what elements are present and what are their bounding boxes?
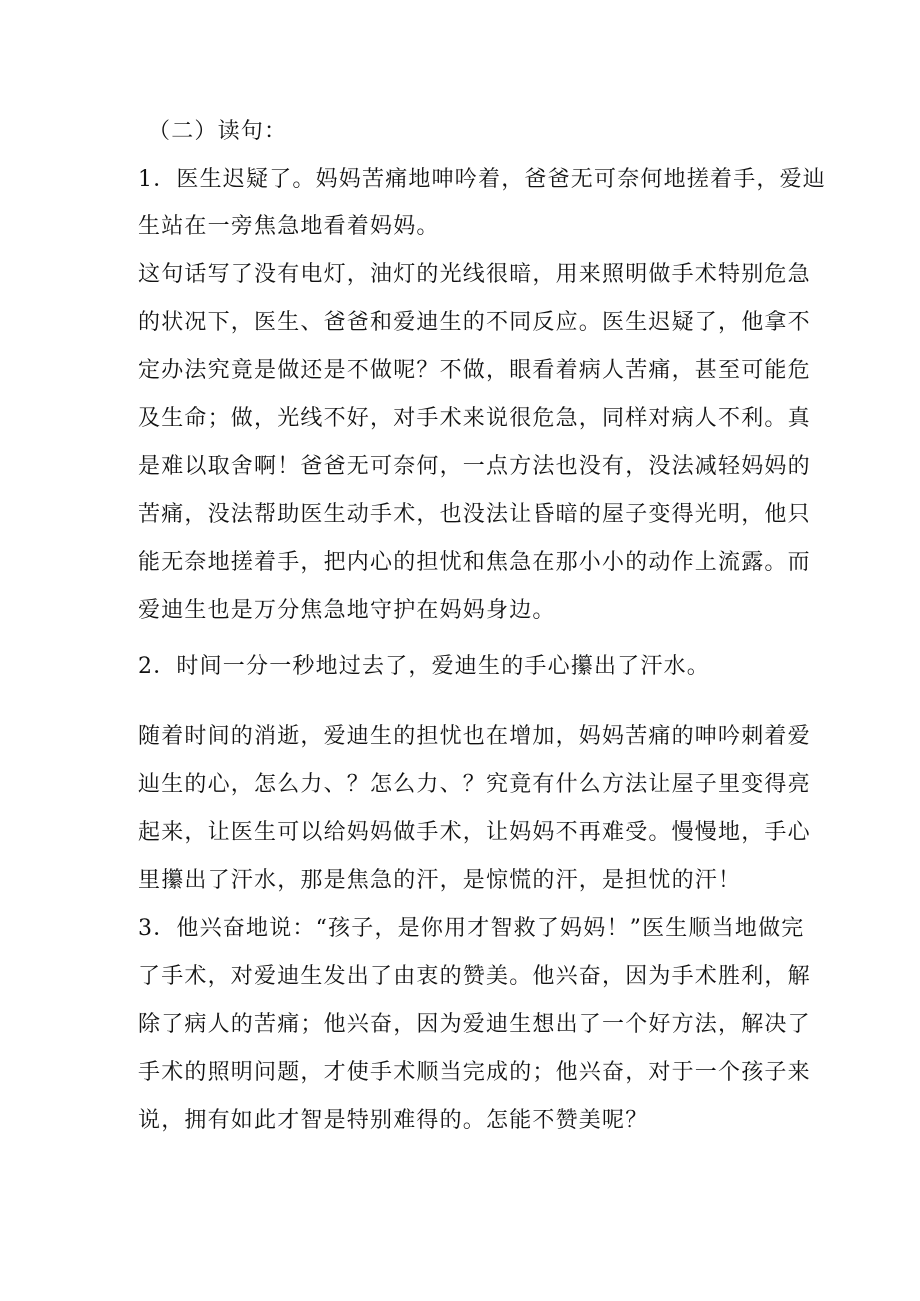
item-1-body-line-3: 定办法究竟是做还是不做呢？不做，眼看着病人苦痛，甚至可能危: [138, 358, 811, 383]
item-3-body-line-1: 了手术，对爱迪生发出了由衷的赞美。他兴奋，因为手术胜利，解: [138, 964, 811, 989]
item-1-body-line-5: 是难以取舍啊！爸爸无可奈何，一点方法也没有，没法减轻妈妈的: [138, 454, 811, 479]
item-1-body-line-8: 爱迪生也是万分焦急地守护在妈妈身边。: [138, 598, 556, 623]
item-3-body-line-3: 手术的照明问题，才使手术顺当完成的；他兴奋，对于一个孩子来: [138, 1060, 811, 1085]
item-1-body-line-4: 及生命；做，光线不好，对手术来说很危急，同样对病人不利。真: [138, 406, 811, 431]
section-heading: （二）读句：: [148, 119, 288, 144]
item-2-body-line-3: 起来，让医生可以给妈妈做手术，让妈妈不再难受。慢慢地，手心: [138, 820, 811, 845]
item-2-body-line-4: 里攥出了汗水，那是焦急的汗，是惊慌的汗，是担忧的汗！: [138, 868, 742, 893]
item-1-body-line-2: 的状况下，医生、爸爸和爱迪生的不同反应。医生迟疑了，他拿不: [138, 310, 811, 335]
item-2-body-line-2: 辿生的心，怎么力、？怎么力、？究竟有什么方法让屋子里变得亮: [138, 772, 811, 797]
item-3-body-line-2: 除了病人的苦痛；他兴奋，因为爱迪生想出了一个好方法，解决了: [138, 1012, 811, 1037]
item-1-body-line-7: 能无奈地搓着手，把内心的担忧和焦急在那小小的动作上流露。而: [138, 550, 811, 575]
item-2-body-line-1: 随着时间的消逝，爱迪生的担忧也在增加，妈妈苦痛的呻吟刺着爱: [138, 724, 811, 749]
item-1-title-line-1: 1．医生迟疑了。妈妈苦痛地呻吟着，爸爸无可奈何地搓着手，爱辿: [138, 167, 826, 192]
item-1-body-line-6: 苦痛，没法帮助医生动手术，也没法让昏暗的屋子变得光明，他只: [138, 502, 811, 527]
item-1-body-line-1: 这句话写了没有电灯，油灯的光线很暗，用来照明做手术特别危急: [138, 262, 811, 287]
item-3-body-line-4: 说，拥有如此才智是特别难得的。怎能不赞美呢？: [138, 1108, 649, 1133]
item-2-title-line-1: 2．时间一分一秒地过去了，爱迪生的手心攥出了汗水。: [138, 654, 710, 679]
item-1-title-line-2: 生站在一旁焦急地看着妈妈。: [138, 214, 440, 239]
item-3-title-line-1: 3．他兴奋地说：“孩子，是你用才智救了妈妈！”医生顺当地做完: [138, 916, 805, 941]
